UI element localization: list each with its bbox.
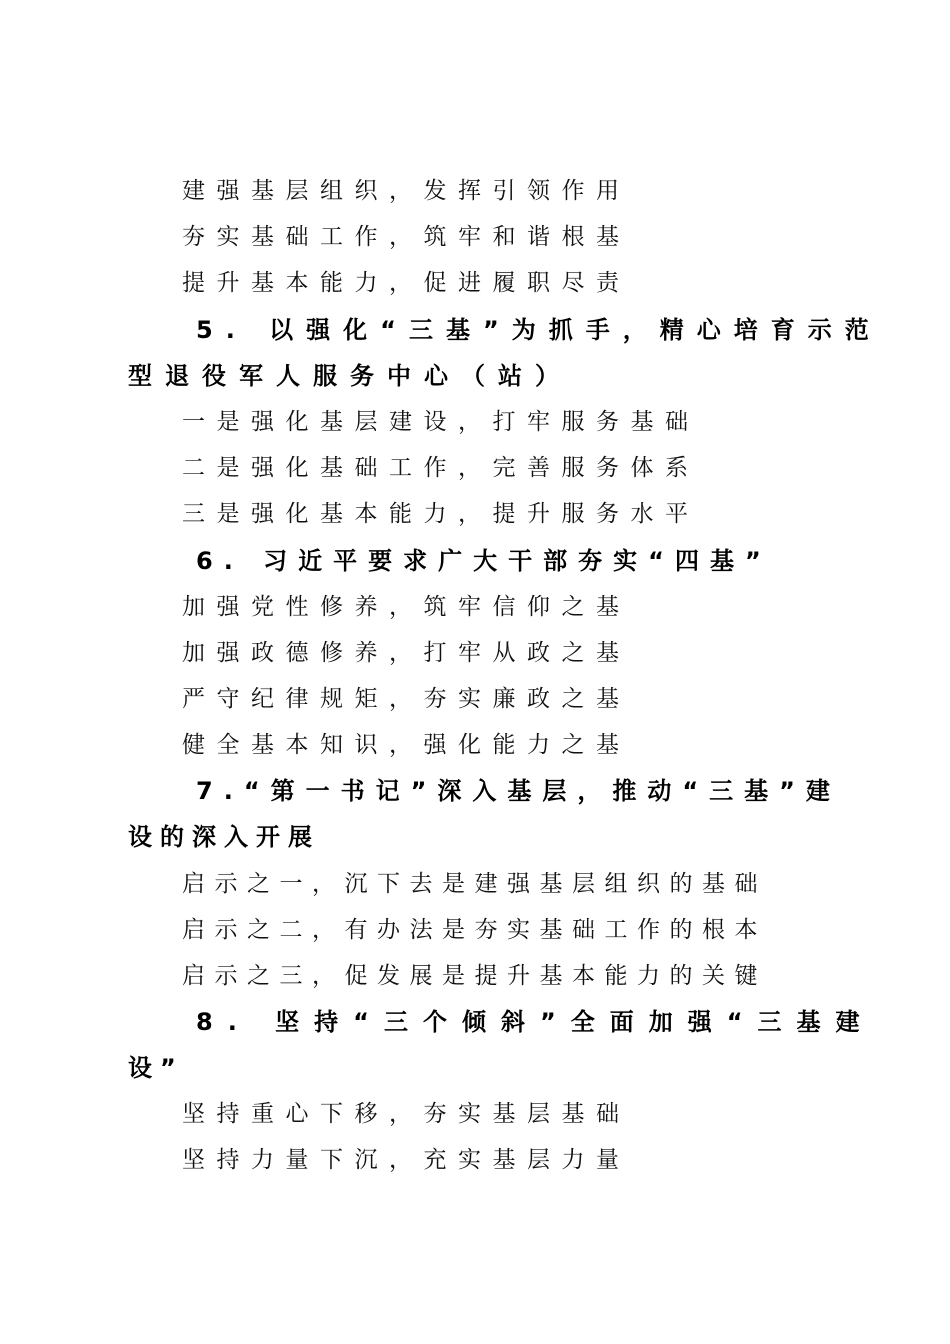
text-line-10: 加强党性修养，筑牢信仰之基 [182,594,631,620]
text-line-22: 坚持力量下沉，充实基层力量 [182,1147,631,1173]
text-line-6: 一是强化基层建设，打牢服务基础 [182,409,700,435]
text-line-11: 加强政德修养，打牢从政之基 [182,640,631,666]
text-line-2: 夯实基础工作，筑牢和谐根基 [182,224,631,250]
heading-5-line-2: 型退役军人服务中心（站） [128,362,572,390]
text-line-3: 提升基本能力，促进履职尽责 [182,270,631,296]
heading-6: 6. 习近平要求广大干部夯实“四基” [196,547,772,575]
heading-8-line-1: 8. 坚持“三个倾斜”全面加强“三基建 [196,1008,875,1036]
heading-7-line-1: 7.“第一书记”深入基层，推动“三基”建 [196,777,841,805]
text-line-17: 启示之二，有办法是夯实基础工作的根本 [182,917,767,943]
text-line-18: 启示之三，促发展是提升基本能力的关键 [182,963,767,989]
heading-8-line-2: 设” [128,1054,184,1082]
text-line-1: 建强基层组织，发挥引领作用 [182,178,631,204]
heading-5-line-1: 5. 以强化“三基”为抓手，精心培育示范 [196,316,882,344]
text-line-12: 严守纪律规矩，夯实廉政之基 [182,686,631,712]
text-line-21: 坚持重心下移，夯实基层基础 [182,1101,631,1127]
text-line-13: 健全基本知识，强化能力之基 [182,732,631,758]
text-line-16: 启示之一，沉下去是建强基层组织的基础 [182,871,767,897]
heading-7-line-2: 设的深入开展 [128,823,320,851]
text-line-8: 三是强化基本能力，提升服务水平 [182,501,700,527]
text-line-7: 二是强化基础工作，完善服务体系 [182,455,700,481]
